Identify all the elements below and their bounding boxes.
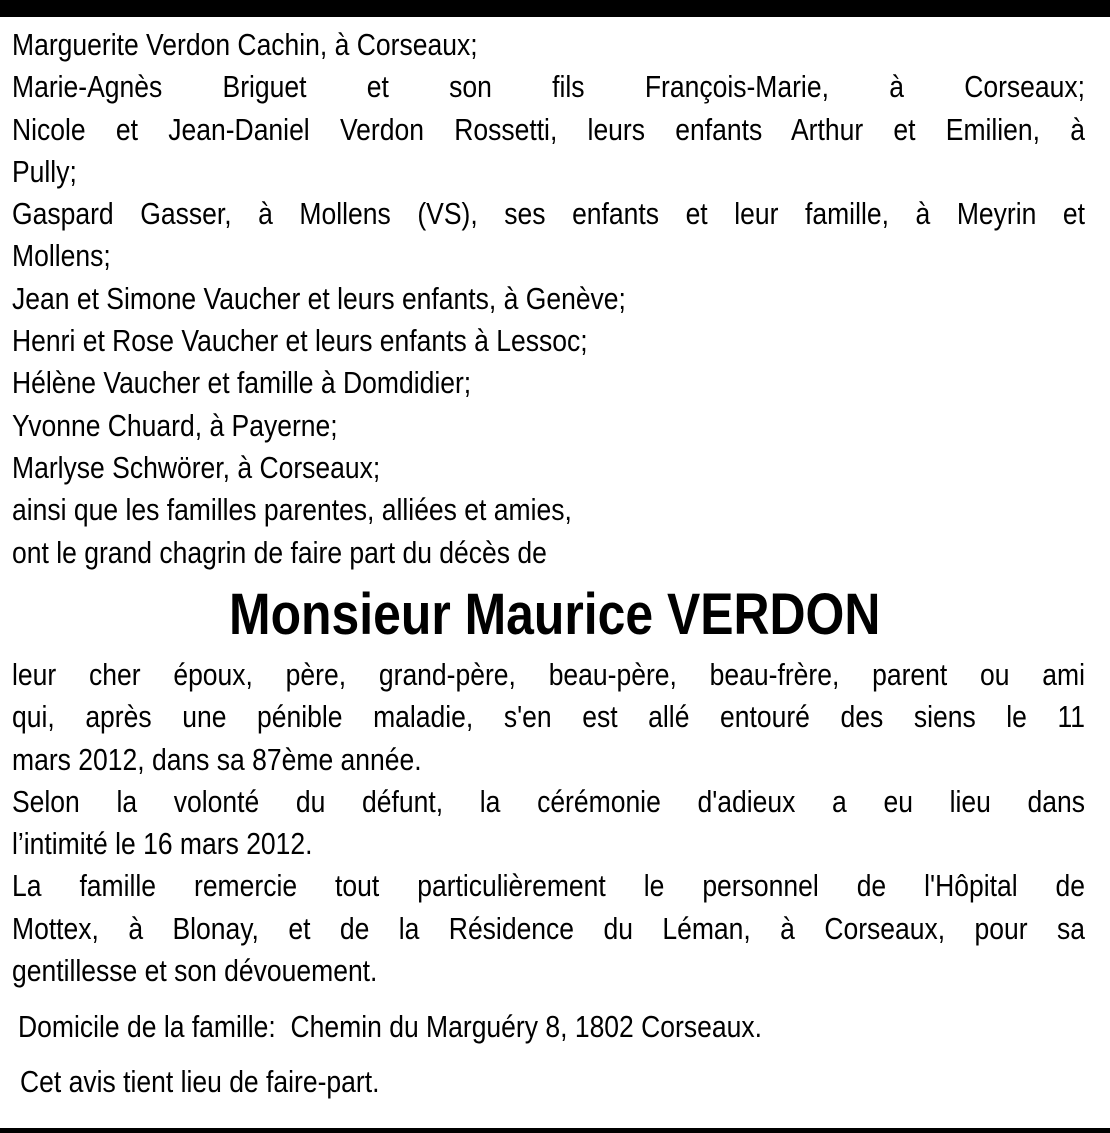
family-line: Marguerite Verdon Cachin, à Corseaux; (12, 27, 478, 62)
deceased-name (0, 580, 1110, 650)
body-line: Mottex, à Blonay, et de la Résidence du Léman, à Corseaux, pour sa (12, 910, 1086, 946)
family-line: Pully; (12, 153, 77, 189)
body-line: qui, après une pénible maladie, s'en est allé entouré des siens le 11 (12, 699, 1086, 735)
domicile-block (18, 1006, 1091, 1048)
family-line: Mollens; (12, 238, 111, 274)
family-line: Henri et Rose Vaucher et leurs enfants à Lessoc; (12, 323, 588, 359)
family-line: Yvonne Chuard, à Payerne; (12, 407, 338, 443)
domicile: Domicile de la famille: Chemin du Marguéry 8, 1802 Corseaux. (18, 1009, 762, 1044)
family-line: Hélène Vaucher et famille à Domdidier; (12, 365, 472, 401)
family-line: Marie-Agnès Briguet et son fils François-Marie, à Corseaux; (12, 69, 1086, 105)
family-list (12, 24, 1085, 574)
notice: Cet avis tient lieu de faire-part. (20, 1064, 380, 1099)
bottom-border (0, 1128, 1110, 1133)
body-line: l’intimité le 16 mars 2012. (12, 826, 313, 862)
family-line: Jean et Simone Vaucher et leurs enfants, à Genève; (12, 280, 626, 316)
family-line: Marlyse Schwörer, à Corseaux; (12, 449, 381, 485)
deceased-name-text: Monsieur Maurice VERDON (229, 582, 881, 647)
top-border (0, 0, 1110, 17)
body-line: mars 2012, dans sa 87ème année. (12, 741, 422, 777)
family-line: ont le grand chagrin de faire part du décès de (12, 534, 547, 570)
body-line: gentillesse et son dévouement. (12, 953, 378, 989)
notice-block (20, 1061, 1093, 1103)
body-line: Selon la volonté du défunt, la cérémonie d'adieux a eu lieu dans (12, 783, 1086, 819)
family-line: Gaspard Gasser, à Mollens (VS), ses enfants et leur famille, à Meyrin et (12, 196, 1086, 232)
family-line: Nicole et Jean-Daniel Verdon Rossetti, leurs enfants Arthur et Emilien, à (12, 111, 1086, 147)
body-line: leur cher époux, père, grand-père, beau-père, beau-frère, parent ou ami (12, 657, 1086, 692)
family-line: ainsi que les familles parentes, alliées et amies, (12, 492, 572, 528)
body-line: La famille remercie tout particulièrement le personnel de l'Hôpital de (12, 868, 1086, 904)
obituary-body (12, 654, 1085, 992)
